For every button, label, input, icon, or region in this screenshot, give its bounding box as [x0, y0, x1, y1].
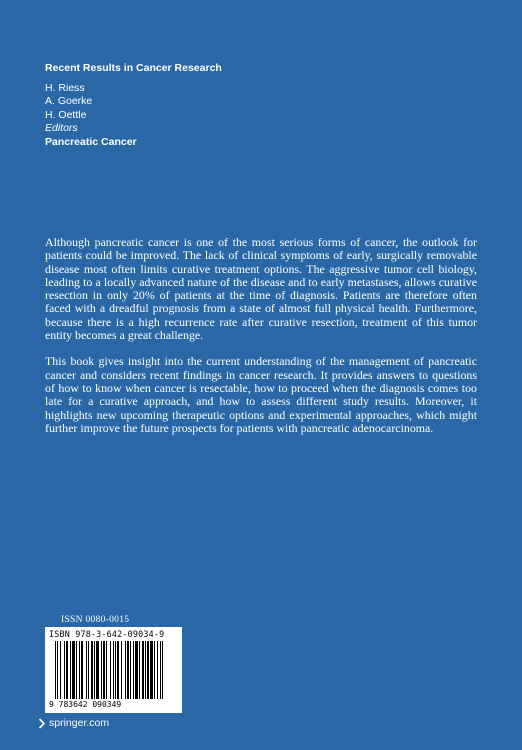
- publisher-url: springer.com: [49, 717, 110, 729]
- book-title: Pancreatic Cancer: [45, 135, 137, 148]
- editors-label: Editors: [45, 122, 78, 135]
- series-title: Recent Results in Cancer Research: [45, 62, 222, 74]
- barcode-digits: 9 783642 090349: [49, 700, 122, 709]
- blurb-paragraph: Although pancreatic cancer is one of the most serious forms of cancer, the outlook for patients could be improved. The lack of clinical symptoms of early, surgically removable disease most often limits curative treatment options. The aggressive tumor cell biology, leading to a locally advanced nature of the disease and to early metastases, allows curative resection in only 20% of patients at the time of diagnosis. Patients are therefore often faced with a dreadful prognosis from a state of almost full physical health. Furthermore, because there is a high recurrence rate after curative resection, treatment of this tumor entity becomes a great challenge.: [45, 235, 477, 343]
- barcode: [45, 627, 182, 713]
- blurb-paragraph: This book gives insight into the current understanding of the management of pancreatic cancer and considers recent findings in cancer research. It provides answers to questions of how to know when cancer is resectable, how to proceed when the diagnosis comes too late for a curative approach, and how to assess different study results. Moreover, it highlights new upcoming therapeutic options and experimental approaches, which might further improve the future prospects for patients with pancreatic adenocarcinoma.: [45, 354, 477, 435]
- blurb: [45, 236, 477, 448]
- isbn-label: ISBN 978-3-642-09034-9: [49, 629, 165, 639]
- editor-name: A. Goerke: [45, 95, 93, 108]
- editor-name: H. Oettle: [45, 108, 87, 121]
- issn-label: ISSN 0080-0015: [61, 615, 130, 625]
- publisher-link[interactable]: [38, 717, 109, 729]
- series-info: [45, 62, 222, 150]
- barcode-bars: [45, 641, 182, 699]
- chevron-right-icon: [38, 718, 46, 729]
- editor-name: H. Riess: [45, 81, 85, 94]
